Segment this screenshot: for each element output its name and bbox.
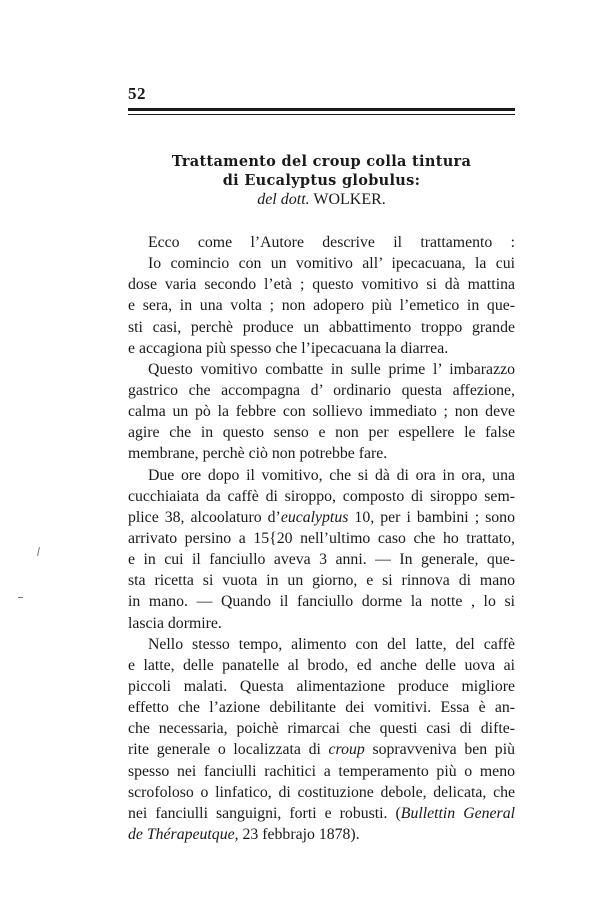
article-heading: [128, 152, 515, 210]
body-line-part: 10, per i bambini ; sono: [348, 508, 515, 526]
body-line: spesso nei fanciulli rachitici a temperamento più o meno: [128, 762, 515, 780]
body-line: membrane, perchè ciò non potrebbe fare.: [128, 445, 388, 463]
byline-author: WOLKER.: [313, 191, 386, 208]
article-byline: [128, 190, 515, 210]
body-line: e sera, in una volta ; non adopero più l’emetico in que-: [128, 297, 515, 315]
body-line: calma un pò la febbre con sollievo immediato ; non deve: [128, 403, 515, 421]
body-line: Questo vomitivo combatte in sulle prime l’ imbarazzo: [148, 360, 515, 378]
margin-speck: [18, 597, 23, 598]
body-line: sti casi, perchè produce un abbattimento troppo grande: [128, 318, 515, 336]
body-line: e in cui il fanciullo aveva 3 anni. — In generale, que-: [128, 551, 515, 569]
body-line: effetto che l’azione debilitante dei vomitivi. Essa è an-: [128, 699, 515, 717]
body-line: arrivato persino a 15{20 nell’ultimo caso che ho trattato,: [128, 529, 515, 547]
body-line: Nello stesso tempo, alimento con del latte, del caffè: [148, 635, 515, 653]
body-line-italic: croup: [328, 741, 365, 759]
body-line: lascia dormire.: [128, 614, 222, 632]
body-line: Ecco come l’Autore descrive il trattamento :: [148, 234, 515, 251]
body-line-part: 23 febbrajo 1878).: [238, 825, 360, 843]
body-line: [128, 803, 515, 824]
body-line: [128, 507, 515, 528]
body-line: gastrico che accompagna d’ ordinario questa affezione,: [128, 381, 515, 399]
page-number: 52: [128, 84, 146, 103]
body-line-part: plice 38, alcoolaturo d’: [128, 508, 281, 526]
body-line-part: rite generale o localizzata di: [128, 741, 329, 759]
body-line: Io comincio con un vomitivo all’ ipecacuana, la cui: [148, 255, 515, 273]
byline-prefix: del dott.: [257, 191, 310, 208]
citation-italic: de Thérapeutque,: [128, 825, 239, 843]
body-line: sta ricetta si vuota in un giorno, e si rinnova di mano: [128, 572, 515, 590]
body-line: in mano. — Quando il fanciullo dorme la notte , lo si: [128, 593, 515, 611]
body-line: e latte, delle panatelle al brodo, ed anche delle uova ai: [128, 656, 515, 674]
body-line: [128, 824, 515, 845]
body-line: piccoli malati. Questa alimentazione produce migliore: [128, 677, 515, 695]
body-line: scrofoloso o linfatico, di costituzione debole, delicata, che: [128, 783, 515, 801]
header-rule-thin: [128, 114, 515, 115]
body-line: [128, 739, 515, 760]
body-line-part: sopravveniva ben più: [364, 741, 515, 759]
body-line: dose varia secondo l’età ; questo vomitivo si dà mattina: [128, 276, 515, 294]
body-line-italic: eucalyptus: [280, 508, 349, 526]
article-title-line-2: di Eucalyptus globulus:: [222, 172, 421, 189]
body-line-part: nei fanciulli sanguigni, forti e robusti. (: [128, 804, 401, 822]
article-body: [128, 232, 515, 845]
body-line: e accagiona più spesso che l’ipecacuana la diarrea.: [128, 339, 449, 357]
body-line: che necessaria, poichè rimarcai che questi casi di difte-: [128, 720, 515, 738]
margin-speck: [37, 547, 40, 556]
citation-italic: Bullettin General: [400, 804, 515, 822]
header-rule-thick: [128, 108, 515, 111]
body-line: Due ore dopo il vomitivo, che si dà di ora in ora, una: [148, 466, 515, 484]
body-line: agire che in questo senso e non per espellere le false: [128, 424, 515, 442]
body-line: cucchiaiata da caffè di siroppo, composto di siroppo sem-: [128, 487, 515, 505]
article-title-line-1: Trattamento del croup colla tintura: [171, 153, 472, 170]
